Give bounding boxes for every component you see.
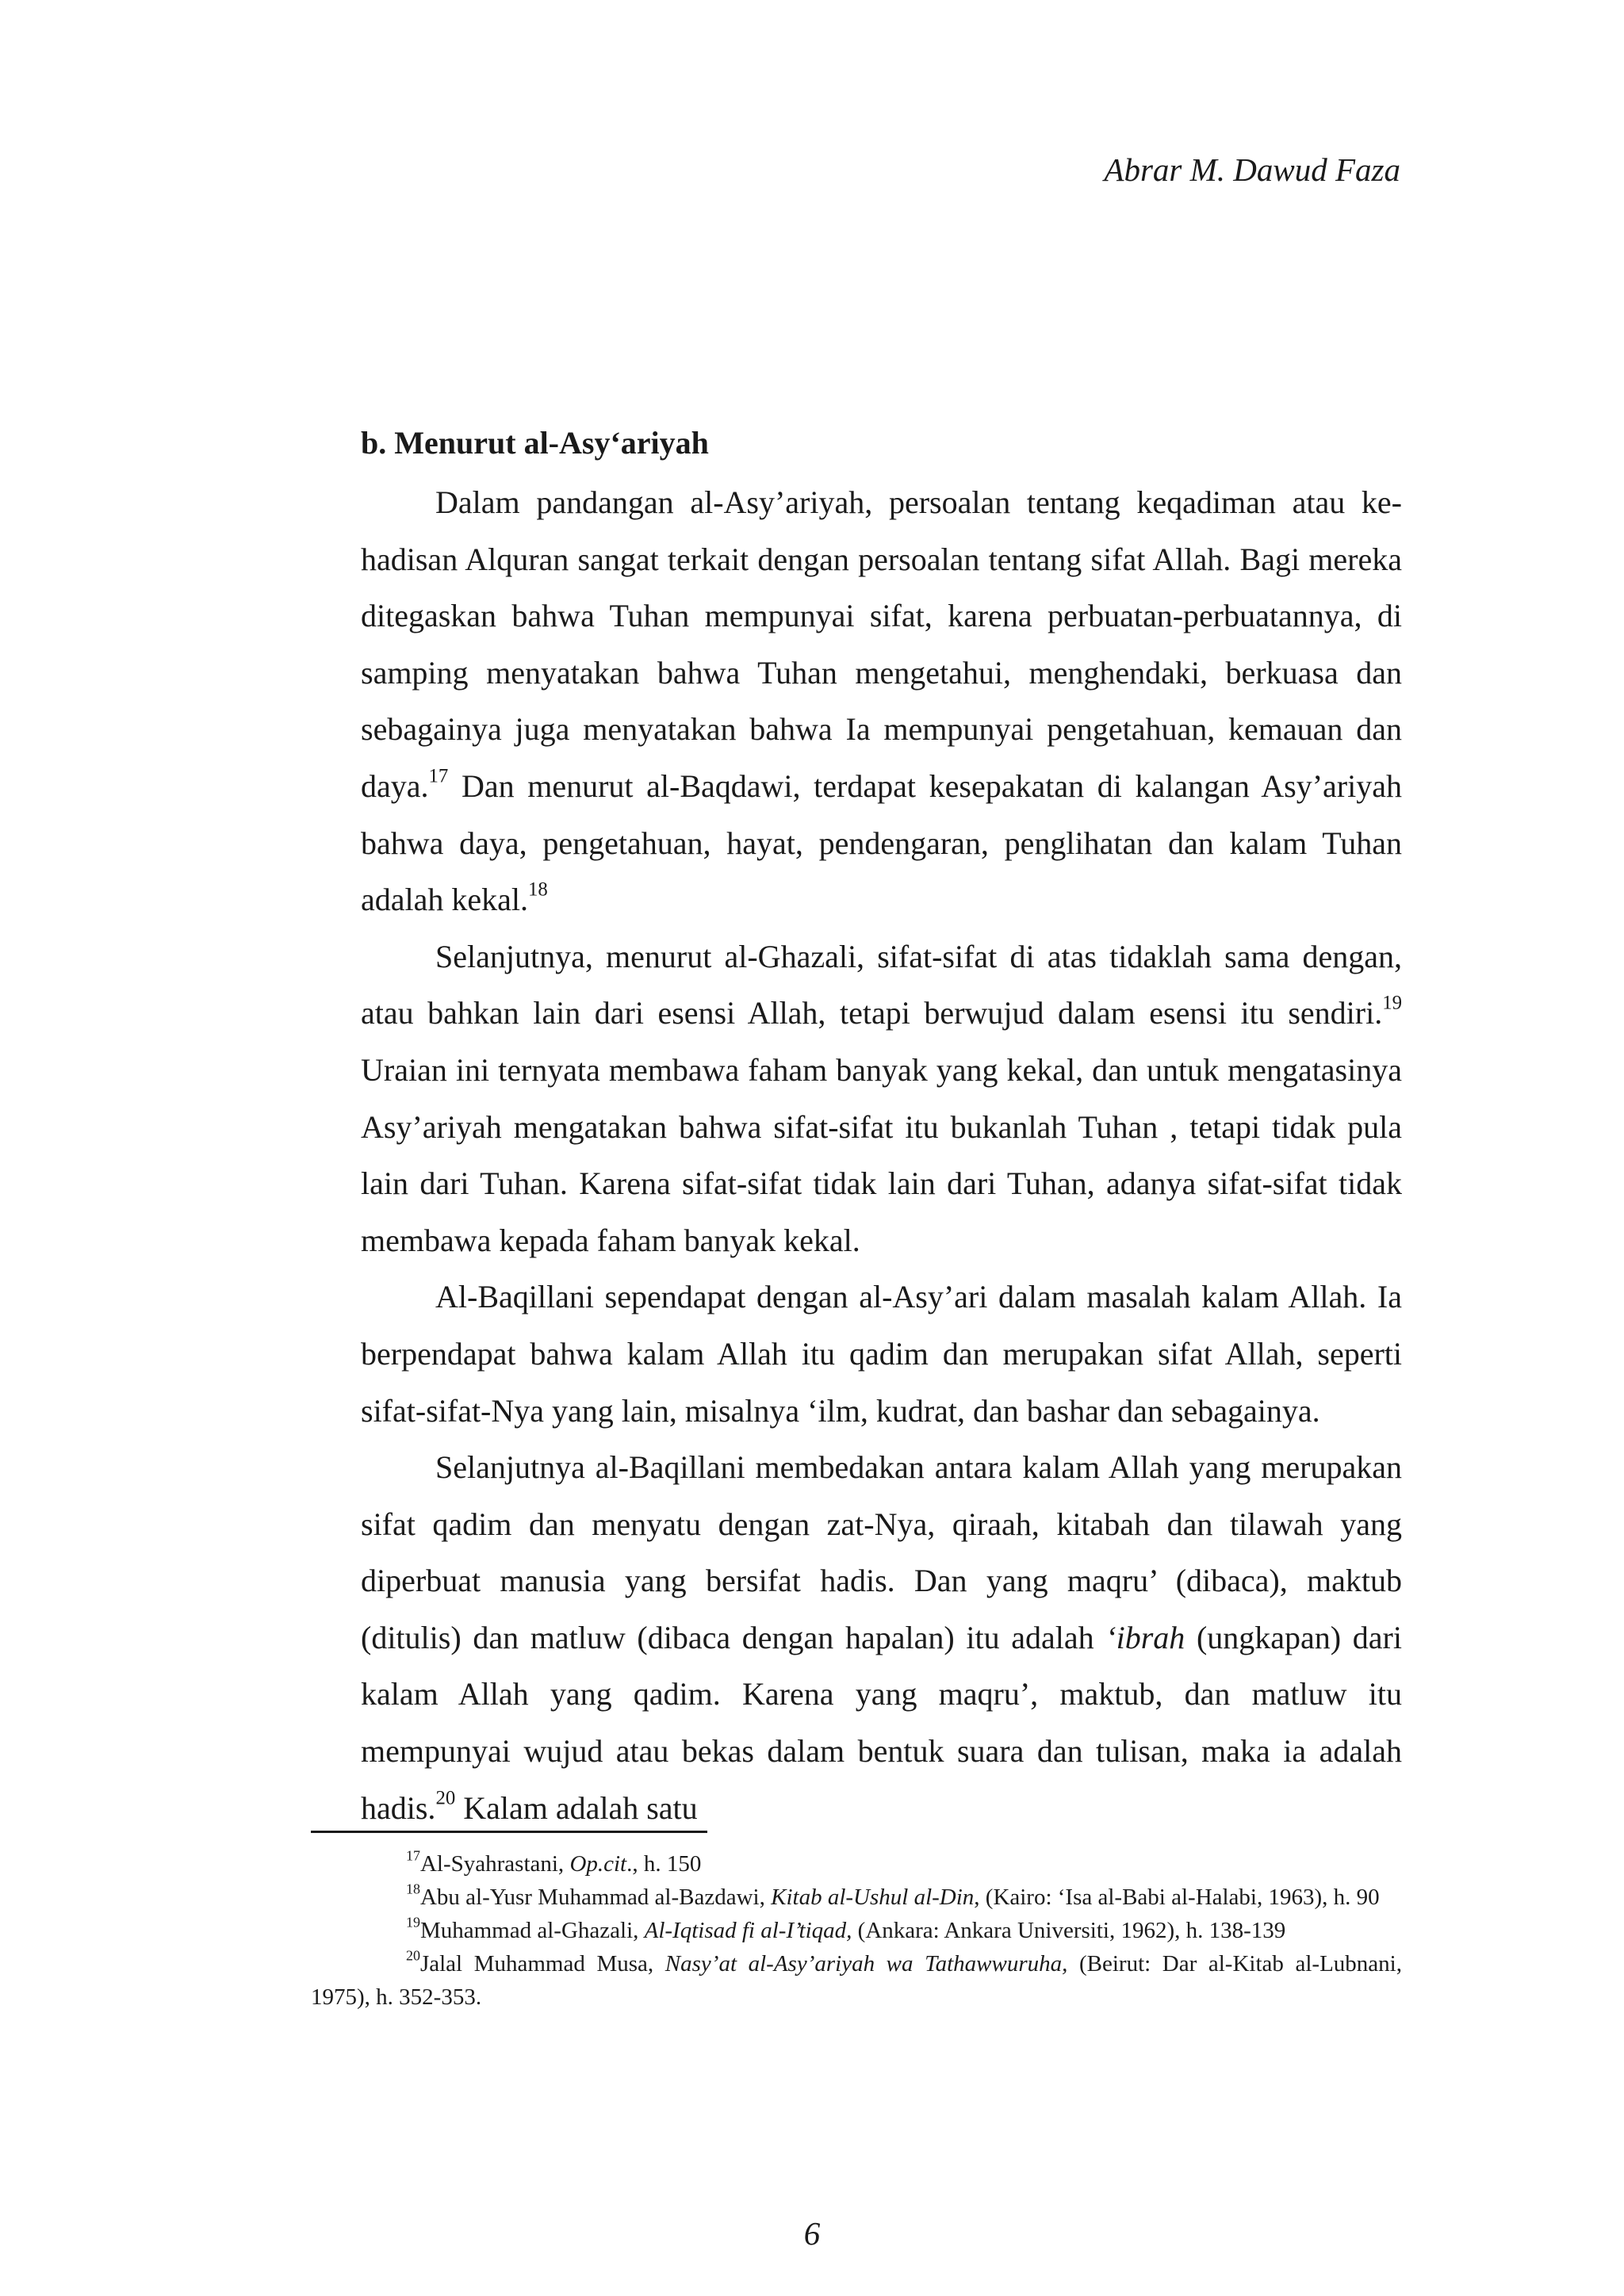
paragraph-text: Kalam adalah satu	[455, 1789, 698, 1826]
paragraph-text: (ungkapan) dari kalam Allah yang qadim. Karena yang maqru’, maktub, dan matluw itu mempunyai wujud atau bekas dalam bentuk suara dan tulisan, maka ia adalah hadis.	[361, 1619, 1402, 1826]
paragraph-text: Selanjutnya, menurut al-Ghazali, sifat-sifat di atas tidaklah sama dengan, atau bahkan lain dari esensi Allah, tetapi berwujud dalam esensi itu sendiri.	[361, 938, 1402, 1031]
footnote-number: 18	[406, 1881, 420, 1897]
footnote-title: Kitab al-Ushul al-Din	[771, 1885, 975, 1910]
paragraph-text: Al-Baqillani sependapat dengan al-Asy’ari dalam masalah kalam Allah. Ia berpendapat bahwa kalam Allah itu qadim dan merupakan sifat Allah, seperti sifat-sifat-Nya yang lain, misalnya ‘ilm, kudrat, dan bashar dan sebagainya.	[361, 1279, 1402, 1429]
italic-term: ‘ibrah	[1105, 1619, 1185, 1655]
footnote-18	[311, 1881, 1402, 1914]
footnotes	[311, 1847, 1402, 2014]
body-paragraph-2	[361, 928, 1402, 1269]
body-paragraph-3	[361, 1269, 1402, 1439]
footnote-title: Op.cit	[569, 1851, 627, 1877]
footnote-20	[311, 1947, 1402, 2014]
footnote-number: 19	[406, 1914, 420, 1931]
body-paragraph-4	[361, 1439, 1402, 1836]
page-number: 6	[803, 2215, 821, 2252]
footnote-separator	[311, 1831, 707, 1833]
body-paragraph-1	[361, 474, 1402, 928]
footnote-17	[311, 1847, 1402, 1881]
paragraph-text: Selanjutnya al-Baqillani membedakan antara kalam Allah yang merupakan sifat qadim dan menyatu dengan zat-Nya, qiraah, kitabah dan tilawah yang diperbuat manusia yang bersifat hadis. Dan yang maqru’ (dibaca), maktub (ditulis) dan matluw (dibaca dengan hapalan) itu adalah	[361, 1449, 1402, 1655]
paragraph-text: Dan menurut al-Baqdawi, terdapat kesepakatan di kalangan Asy’ariyah bahwa daya, pengetahuan, hayat, pendengaran, penglihatan dan kalam Tuhan adalah kekal.	[361, 767, 1402, 918]
body-text	[361, 474, 1402, 1836]
footnote-ref-17: 17	[428, 765, 449, 787]
footnote-text: Muhammad al-Ghazali,	[419, 1918, 645, 1943]
footnote-text: ., h. 150	[626, 1851, 702, 1877]
footnote-number: 20	[406, 1947, 420, 1964]
footnote-ref-20: 20	[435, 1787, 456, 1809]
footnote-title: Al-Iqtisad fi al-I’tiqad,	[644, 1918, 852, 1943]
footnote-text: , (Kairo: ‘Isa al-Babi al-Halabi, 1963), h. 90	[974, 1885, 1380, 1910]
footnote-ref-18: 18	[528, 878, 548, 901]
paragraph-text: Dalam pandangan al-Asy’ariyah, persoalan tentang keqadiman atau ke-hadisan Alquran sangat terkait dengan persoalan tentang sifat Allah. Bagi mereka ditegaskan bahwa Tuhan mempunyai sifat, karena perbuatan-perbuatannya, di samping menyatakan bahwa Tuhan mengetahui, menghendaki, berkuasa dan sebagainya juga menyatakan bahwa Ia mempunyai pengetahuan, kemauan dan daya.	[361, 484, 1402, 804]
footnote-text: Jalal Muhammad Musa,	[419, 1951, 665, 1976]
running-header-author: Abrar M. Dawud Faza	[1104, 151, 1400, 188]
footnote-text: (Beirut: Dar al-Kitab al-Lubnani, 1975), h. 352-353.	[311, 1951, 1402, 2010]
paragraph-text: Uraian ini ternyata membawa faham banyak yang kekal, dan untuk mengatasinya Asy’ariyah mengatakan bahwa sifat-sifat itu bukanlah Tuhan , tetapi tidak pula lain dari Tuhan. Karena sifat-sifat tidak lain dari Tuhan, adanya sifat-sifat tidak membawa kepada faham banyak kekal.	[361, 1051, 1402, 1258]
footnote-title: Nasy’at al-Asy’ariyah wa Tathawwuruha,	[665, 1951, 1068, 1976]
footnote-text: Al-Syahrastani,	[419, 1851, 570, 1877]
footnote-text: (Ankara: Ankara Universiti, 1962), h. 138-139	[852, 1918, 1286, 1943]
footnote-19	[311, 1914, 1402, 1947]
footnote-text: Abu al-Yusr Muhammad al-Bazdawi,	[419, 1885, 772, 1910]
footnote-number: 17	[406, 1847, 420, 1864]
footnote-ref-19: 19	[1382, 992, 1402, 1014]
section-heading: b. Menurut al-Asy‘ariyah	[361, 425, 709, 461]
